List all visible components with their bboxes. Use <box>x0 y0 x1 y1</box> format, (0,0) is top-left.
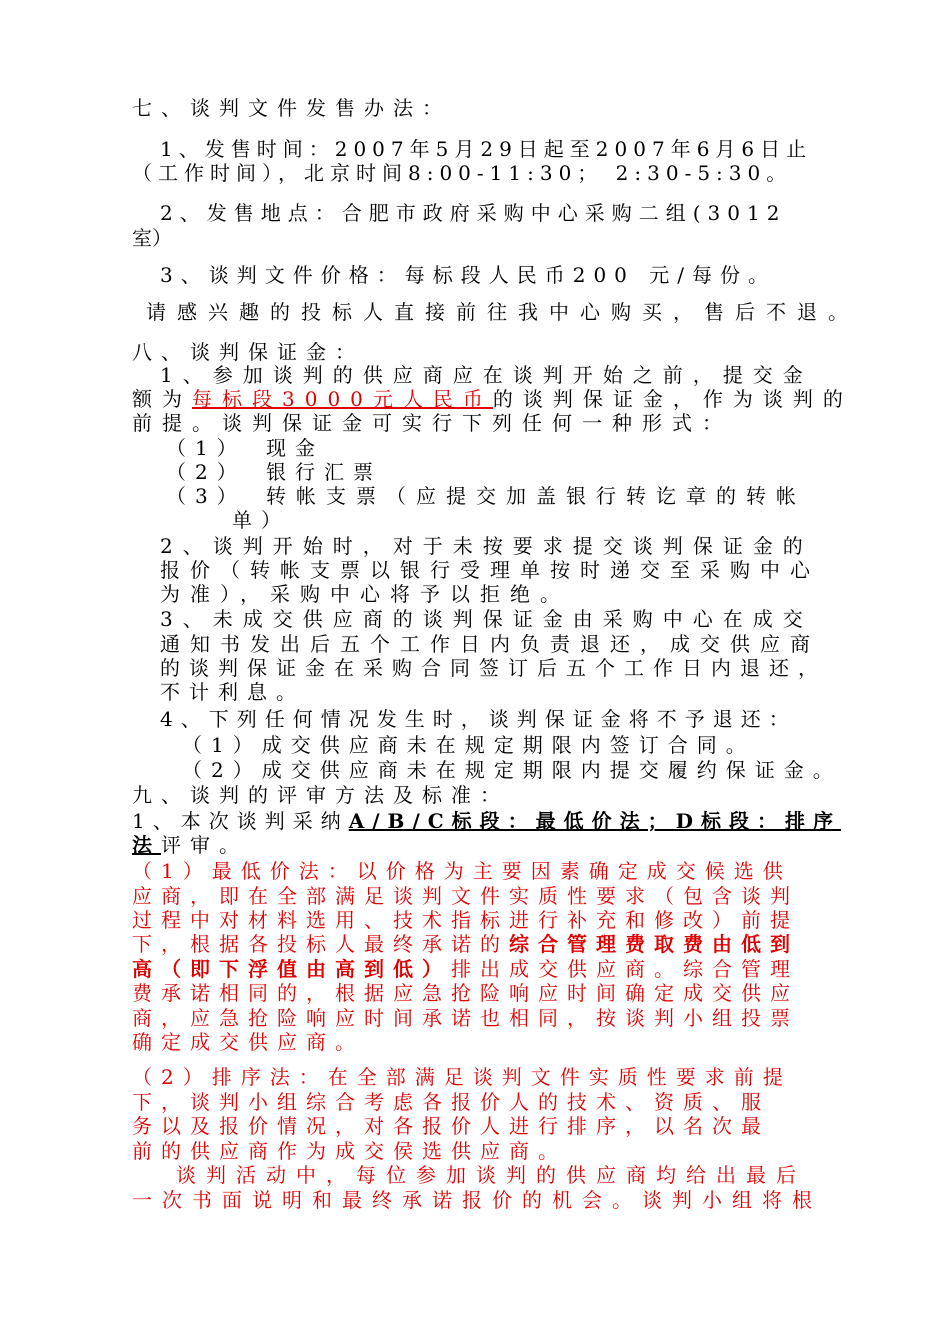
lowest-price-line4 <box>132 932 799 956</box>
ranking-line2: 下，谈判小组综合考虑各报价人的技术、资质、服 <box>132 1090 770 1114</box>
section8-p3-line2: 通知书发出后五个工作日内负责退还，成交供应商 <box>160 632 820 656</box>
section8-p3-line3: 的谈判保证金在采购合同签订后五个工作日内退还， <box>160 656 827 680</box>
section8-p2-line3: 为准），采购中心将予以拒绝。 <box>160 582 570 606</box>
lowest-price-line1: （1）最低价法：以价格为主要因素确定成交候选供 <box>132 859 792 883</box>
ranking-line1: （2）排序法：在全部满足谈判文件实质性要求前提 <box>132 1065 792 1089</box>
lowest-price-line5 <box>132 957 799 981</box>
section9-heading: 九、谈判的评审方法及标准： <box>132 783 509 807</box>
lowest-price-line6: 费承诺相同的，根据应急抢险响应时间确定成交供应 <box>132 981 799 1005</box>
lowest-price-line2: 应商，即在全部满足谈判文件实质性要求（包含谈判 <box>132 884 799 908</box>
final-offer-line2: 一次书面说明和最终承诺报价的机会。谈判小组将根 <box>132 1188 822 1212</box>
evaluation-methods: A/B/C标段：最低价法；D标段：排序 <box>348 809 842 833</box>
section8-p4-line1: 4、下列任何情况发生时，谈判保证金将不予退还： <box>160 707 797 731</box>
section8-p4-sub2: （2）成交供应商未在规定期限内提交履约保证金。 <box>182 758 842 782</box>
float-criterion: 高（即下浮值由高到低） <box>132 957 451 981</box>
section8-p4-sub1: （1）成交供应商未在规定期限内签订合同。 <box>182 733 755 757</box>
section8-p1-line3: 前提。谈判保证金可实行下列任何一种形式： <box>132 411 732 435</box>
section7-heading: 七、谈判文件发售办法： <box>132 96 451 120</box>
section7-item3: 3、谈判文件价格：每标段人民币200 元/每份。 <box>160 263 776 287</box>
form2-num: （2） <box>166 460 246 484</box>
deposit-amount: 每标段3000元人民币 <box>192 387 493 411</box>
form2-text: 银行汇票 <box>266 460 382 484</box>
section8-p2-line1: 2、谈判开始时，对于未按要求提交谈判保证金的 <box>160 534 813 558</box>
section8-p3-line1: 3、未成交供应商的谈判保证金由采购中心在成交 <box>160 607 813 631</box>
lowest-price-line8: 确定成交供应商。 <box>132 1030 364 1054</box>
section9-p1-text-d: 评审。 <box>161 833 248 857</box>
section8-p1-text-c: 的谈判保证金，作为谈判的 <box>492 387 853 411</box>
ranking-line4: 前的供应商作为成交侯选供应商。 <box>132 1139 567 1163</box>
section7-item1-line1: 1、发售时间：2007年5月29日起至2007年6月6日止 <box>160 137 813 161</box>
section7-item1-line2: （工作时间），北京时间8:00-11:30； 2:30-5:30。 <box>132 161 793 185</box>
evaluation-methods-end: 法 <box>132 833 161 857</box>
form1-num: （1） <box>166 436 246 460</box>
section9-p1-text-a: 1、本次谈判采纳 <box>132 809 349 833</box>
section8-heading: 八、谈判保证金： <box>132 340 364 364</box>
lowest-price-line4-a: 下，根据各投标人最终承诺的 <box>132 932 509 956</box>
section7-note: 请感兴趣的投标人直接前往我中心购买，售后不退。 <box>146 300 859 324</box>
section8-p1-text-a: 额为 <box>132 387 192 411</box>
section8-p1-line2 <box>132 387 853 411</box>
ranking-line3: 务以及报价情况，对各报价人进行排序，以名次最 <box>132 1114 770 1138</box>
section7-item2-line1: 2、发售地点：合肥市政府采购中心采购二组(3012 <box>160 201 787 225</box>
section8-p3-line4: 不计利息。 <box>160 680 305 704</box>
section9-p1-line1 <box>132 809 841 833</box>
form3-num: （3） <box>166 484 246 508</box>
section8-p1-line1: 1、参加谈判的供应商应在谈判开始之前，提交金 <box>160 363 813 387</box>
lowest-price-line5-b: 排出成交供应商。综合管理 <box>451 957 799 981</box>
form3-text2: 单） <box>232 508 290 532</box>
section7-item2-line2: 室） <box>132 226 172 250</box>
lowest-price-line7: 商，应急抢险响应时间承诺也相同，按谈判小组投票 <box>132 1006 799 1030</box>
fee-criterion: 综合管理费取费由低到 <box>509 932 799 956</box>
section9-p1-line2 <box>132 833 248 857</box>
form1-text: 现金 <box>266 436 324 460</box>
section8-p2-line2: 报价（转帐支票以银行受理单按时递交至采购中心 <box>160 558 820 582</box>
final-offer-line1: 谈判活动中，每位参加谈判的供应商均给出最后 <box>176 1163 806 1187</box>
lowest-price-line3: 过程中对材料选用、技术指标进行补充和修改）前提 <box>132 908 799 932</box>
form3-text: 转帐支票（应提交加盖银行转讫章的转帐 <box>266 484 806 508</box>
